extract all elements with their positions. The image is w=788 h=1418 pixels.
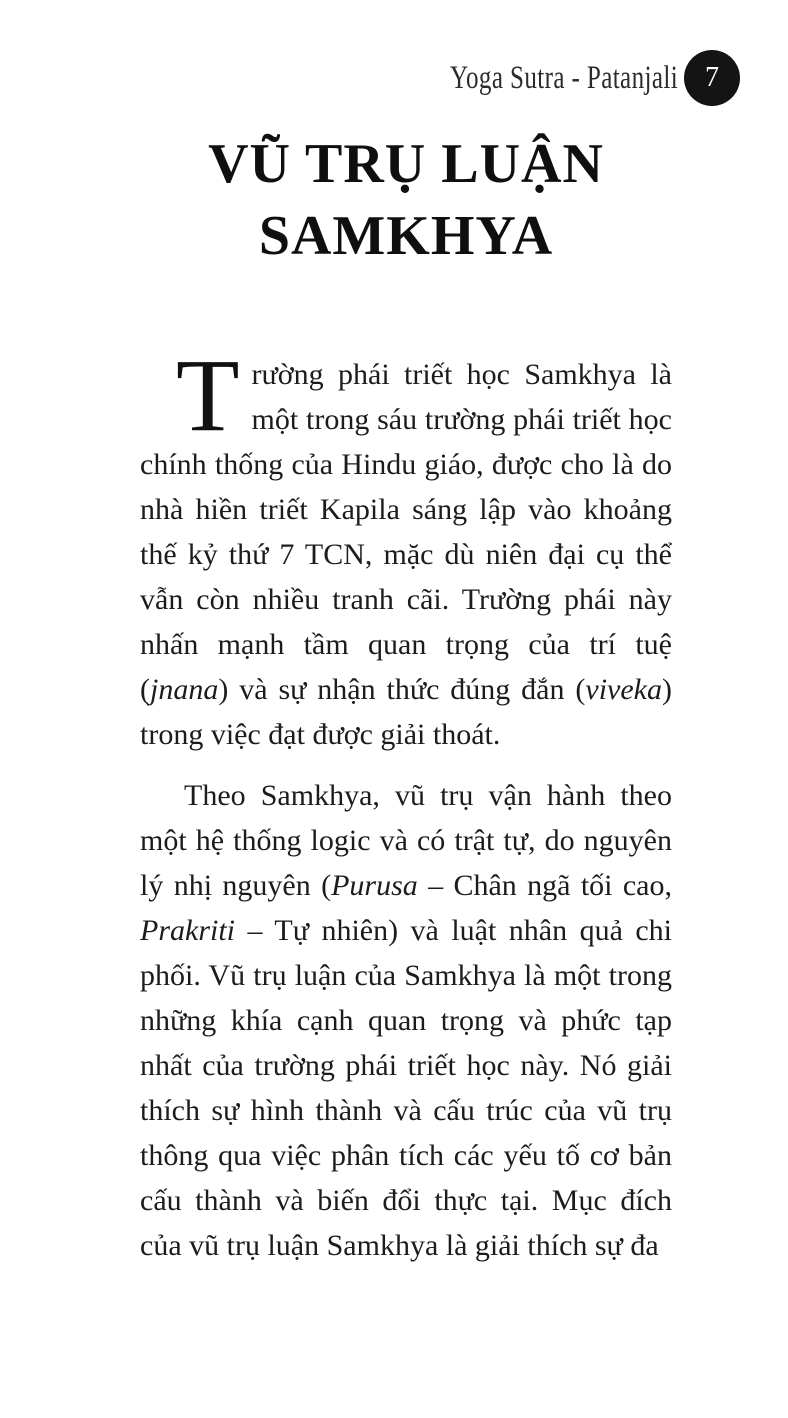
italic-term: Prakriti: [140, 914, 235, 947]
italic-term: Purusa: [331, 869, 418, 902]
paragraph: [140, 338, 672, 757]
chapter-title: [140, 128, 672, 272]
chapter-title-line1: VŨ TRỤ LUẬN: [208, 133, 604, 195]
text-run: ) và sự nhận thức đúng đắn (: [218, 673, 586, 706]
chapter-title-line2: SAMKHYA: [258, 205, 554, 267]
italic-term: jnana: [150, 673, 219, 706]
text-run: ) trong việc đạt được giải thoát.: [140, 673, 672, 751]
page-number-badge: [684, 50, 740, 106]
paragraph: [140, 773, 672, 1268]
italic-term: viveka: [585, 673, 662, 706]
content-column: [140, 128, 672, 1268]
text-run: rường phái triết học Samkhya là một trong sáu trường phái triết học chính thống của Hindu giáo, được cho là do nhà hiền triết Kapila sáng lập vào khoảng thế kỷ thứ 7 TCN, mặc dù niên đại cụ thể vẫn còn nhiều tranh cãi. Trường phái này nhấn mạnh tầm quan trọng của trí tuệ (: [140, 358, 672, 706]
book-title: Yoga Sutra - Patanjali: [449, 59, 678, 96]
page-number: 7: [705, 62, 719, 93]
drop-cap: T: [176, 338, 240, 453]
text-run: – Tự nhiên) và luật nhân quả chi phối. Vũ trụ luận của Samkhya là một trong những khía cạnh quan trọng và phức tạp nhất của trường phái triết học này. Nó giải thích sự hình thành và cấu trúc của vũ trụ thông qua việc phân tích các yếu tố cơ bản cấu thành và biến đổi thực tại. Mục đích của vũ trụ luận Samkhya là giải thích sự đa: [140, 914, 672, 1262]
text-run: – Chân ngã tối cao,: [417, 869, 672, 902]
page-header: [378, 50, 740, 106]
body-text: [140, 338, 672, 1268]
text-run: Theo Samkhya, vũ trụ vận hành theo một hệ thống logic và có trật tự, do nguyên lý nhị nguyên (: [140, 779, 672, 902]
